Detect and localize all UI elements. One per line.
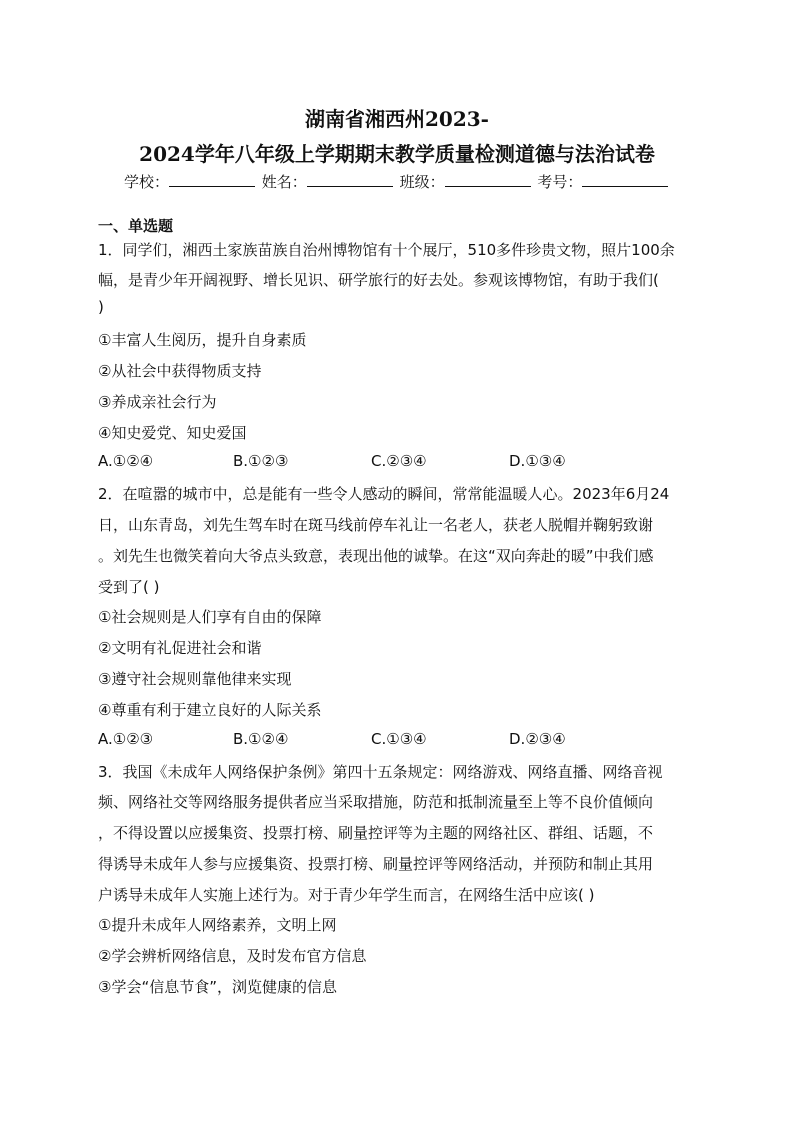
q1-line: 幅，是青少年开阔视野、增长见识、研学旅行的好去处。参观该博物馆，有助于我们( bbox=[98, 271, 659, 289]
q2-option-c[interactable]: C.①③④ bbox=[371, 730, 427, 748]
school-blank[interactable] bbox=[169, 172, 255, 187]
q3-statement: ①提升未成年人网络素养，文明上网 bbox=[98, 916, 337, 934]
q2-line: 日，山东青岛，刘先生驾车时在斑马线前停车礼让一名老人，获老人脱帽并鞠躬致谢 bbox=[98, 516, 654, 534]
class-label: 班级： bbox=[399, 173, 445, 191]
q1-option-a[interactable]: A.①②④ bbox=[98, 452, 154, 470]
q2-line: 2．在喧嚣的城市中，总是能有一些令人感动的瞬间，常常能温暖人心。2023年6月24 bbox=[98, 485, 670, 503]
q3-line: ，不得设置以应援集资、投票打榜、刷量控评等为主题的网络社区、群组、话题，不 bbox=[98, 824, 654, 842]
q3-line: 频、网络社交等网络服务提供者应当采取措施，防范和抵制流量至上等不良价值倾向 bbox=[98, 793, 654, 811]
school-label: 学校： bbox=[124, 173, 170, 191]
q1-statement: ②从社会中获得物质支持 bbox=[98, 362, 262, 380]
q2-option-a[interactable]: A.①②③ bbox=[98, 730, 154, 748]
exam-title-line1: 湖南省湘西州2023- bbox=[305, 107, 489, 131]
q2-statement: ④尊重有利于建立良好的人际关系 bbox=[98, 701, 322, 719]
q3-line: 3．我国《未成年人网络保护条例》第四十五条规定：网络游戏、网络直播、网络音视 bbox=[98, 763, 663, 781]
exam-title-line2: 2024学年八年级上学期期末教学质量检测道德与法治试卷 bbox=[139, 142, 655, 166]
exam-number-label: 考号： bbox=[537, 173, 583, 191]
student-info-row bbox=[124, 171, 670, 192]
section-heading: 一、单选题 bbox=[98, 217, 174, 235]
q1-line: 1．同学们，湘西土家族苗族自治州博物馆有十个展厅，510多件珍贵文物，照片100余 bbox=[98, 241, 675, 259]
q2-line: 受到了( ) bbox=[98, 578, 160, 596]
q3-statement: ②学会辨析网络信息，及时发布官方信息 bbox=[98, 947, 367, 965]
q1-statement: ③养成亲社会行为 bbox=[98, 393, 217, 411]
q2-statement: ②文明有礼促进社会和谐 bbox=[98, 639, 262, 657]
q1-statement: ①丰富人生阅历，提升自身素质 bbox=[98, 331, 307, 349]
q1-option-c[interactable]: C.②③④ bbox=[371, 452, 427, 470]
q1-statement: ④知史爱党、知史爱国 bbox=[98, 424, 247, 442]
q3-statement: ③学会“信息节食”，浏览健康的信息 bbox=[98, 978, 337, 996]
class-blank[interactable] bbox=[445, 172, 531, 187]
name-blank[interactable] bbox=[307, 172, 393, 187]
q3-line: 户诱导未成年人实施上述行为。对于青少年学生而言，在网络生活中应该( ) bbox=[98, 886, 595, 904]
name-label: 姓名： bbox=[261, 173, 307, 191]
q3-line: 得诱导未成年人参与应援集资、投票打榜、刷量控评等网络活动，并预防和制止其用 bbox=[98, 855, 654, 873]
q1-option-d[interactable]: D.①③④ bbox=[509, 452, 566, 470]
q2-statement: ①社会规则是人们享有自由的保障 bbox=[98, 608, 322, 626]
q2-option-b[interactable]: B.①②④ bbox=[233, 730, 289, 748]
q1-option-b[interactable]: B.①②③ bbox=[233, 452, 289, 470]
exam-number-blank[interactable] bbox=[582, 172, 668, 187]
q2-line: 。刘先生也微笑着向大爷点头致意，表现出他的诚挚。在这“双向奔赴的暖”中我们感 bbox=[98, 547, 654, 565]
q1-line: ) bbox=[98, 298, 104, 316]
q2-statement: ③遵守社会规则靠他律来实现 bbox=[98, 670, 292, 688]
q2-option-d[interactable]: D.②③④ bbox=[509, 730, 566, 748]
